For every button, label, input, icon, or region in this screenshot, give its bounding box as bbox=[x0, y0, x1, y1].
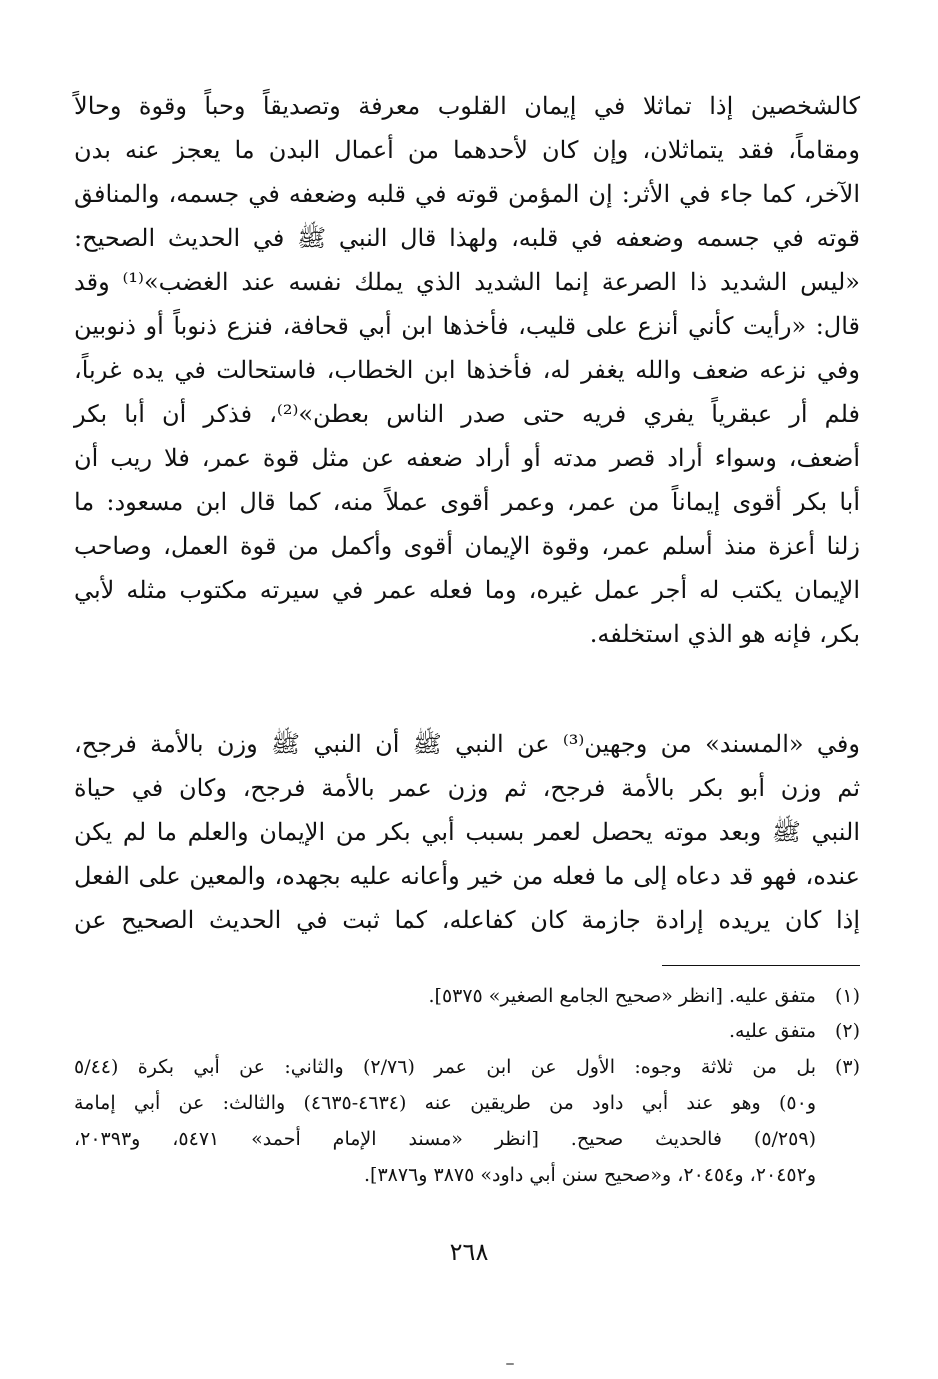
footnote-number: (٢) bbox=[834, 1020, 860, 1042]
footnote-3-line-4 bbox=[74, 1158, 860, 1193]
footnote-2 bbox=[74, 1014, 860, 1049]
text-line: الإيمان يكتب له أجر عمل غيره، وما فعله عمر في سيرته مكتوب مثله لأبي bbox=[74, 576, 860, 604]
text-line: وفي نزعه ضعف والله يغفر له، فأخذها ابن الخطاب، فاستحالت في يده غرباً، bbox=[74, 356, 860, 384]
text-line: زلنا أعزة منذ أسلم عمر، وقوة الإيمان أقوى وأكمل من قوة العمل، وصاحب bbox=[74, 532, 860, 560]
text-line: أبا بكر أقوى إيماناً من عمر، وعمر أقوى عملاً منه، كما قال ابن مسعود: ما bbox=[74, 488, 860, 516]
text-line: «ليس الشديد ذا الصرعة إنما الشديد الذي يملك نفسه عند الغضب»⁽¹⁾ وقد bbox=[74, 268, 860, 296]
text-line: أضعف، وسواء أراد قصر مدته أو أراد ضعفه عن مثل قوة عمر، فلا ريب أن bbox=[74, 444, 860, 472]
footnote-text: متفق عليه. [انظر «صحيح الجامع الصغير» ٥٣٧٥]. bbox=[428, 985, 816, 1007]
text-line: وفي «المسند» من وجهين⁽³⁾ عن النبي ﷺ أن النبي ﷺ وزن بالأمة فرجح، bbox=[74, 730, 860, 758]
footnote-text: و٢٠٤٥٢، و٢٠٤٥٤، و«صحيح سنن أبي داود» ٣٨٧٥ و٣٨٧٦]. bbox=[364, 1164, 816, 1186]
page-number: ٢٦٨ bbox=[449, 1238, 489, 1266]
text-line: ثم وزن أبو بكر بالأمة فرجح، ثم وزن عمر بالأمة فرجح، وكان في حياة bbox=[74, 774, 860, 802]
footnote-text: (٥/٢٥٩) فالحديث صحيح. [انظر «مسند الإمام أحمد» ٥٤٧١، و٢٠٣٩٣، bbox=[74, 1128, 816, 1150]
text-line: بكر، فإنه هو الذي استخلفه. bbox=[589, 620, 860, 648]
footnote-number: (١) bbox=[834, 985, 860, 1007]
text-line: ومقاماً، فقد يتماثلان، وإن كان لأحدهما من أعمال البدن ما يعجز عنه بدن bbox=[74, 136, 860, 164]
text-line: الآخر، كما جاء في الأثر: إن المؤمن قوته في قلبه وضعفه في جسمه، والمنافق bbox=[74, 180, 860, 208]
footnote-3 bbox=[74, 1050, 860, 1085]
footnote-text: متفق عليه. bbox=[729, 1020, 816, 1042]
text-line: كالشخصين إذا تماثلا في إيمان القلوب معرفة وتصديقاً وحباً وقوة وحالاً bbox=[74, 92, 860, 120]
text-line: النبي ﷺ وبعد موته يحصل لعمر بسبب أبي بكر من الإيمان والعلم ما لم يكن bbox=[74, 818, 860, 846]
footnote-text: و٥٠) وهو عند أبي داود من طريقين عنه (٤٦٣٤-٤٦٣٥) والثالث: عن أبي إمامة bbox=[74, 1092, 817, 1114]
text-line: قوته في جسمه وضعفه في قلبه، ولهذا قال النبي ﷺ في الحديث الصحيح: bbox=[74, 224, 860, 252]
footnote-divider bbox=[662, 965, 860, 966]
footnote-number: (٣) bbox=[834, 1056, 860, 1078]
text-line: فلم أر عبقرياً يفري فريه حتى صدر الناس بعطن»⁽²⁾، فذكر أن أبا بكر bbox=[74, 400, 860, 428]
footnote-3-line-3 bbox=[74, 1122, 860, 1157]
scan-speck bbox=[506, 1363, 514, 1365]
footnote-1 bbox=[74, 979, 860, 1014]
footnote-text: بل من ثلاثة وجوه: الأول عن ابن عمر (٢/٧٦) والثاني: عن أبي بكرة (٥/٤٤ bbox=[74, 1056, 817, 1078]
text-line: إذا كان يريده إرادة جازمة كان كفاعله، كما ثبت في الحديث الصحيح عن bbox=[74, 906, 860, 934]
text-line: عنده، فهو قد دعاه إلى ما فعله من خير وأعانه عليه بجهده، والمعين على الفعل bbox=[74, 862, 860, 890]
footnote-3-line-2 bbox=[74, 1086, 860, 1121]
text-line: قال: «رأيت كأني أنزع على قليب، فأخذها ابن أبي قحافة، فنزع ذنوباً أو ذنوبين bbox=[74, 312, 860, 340]
